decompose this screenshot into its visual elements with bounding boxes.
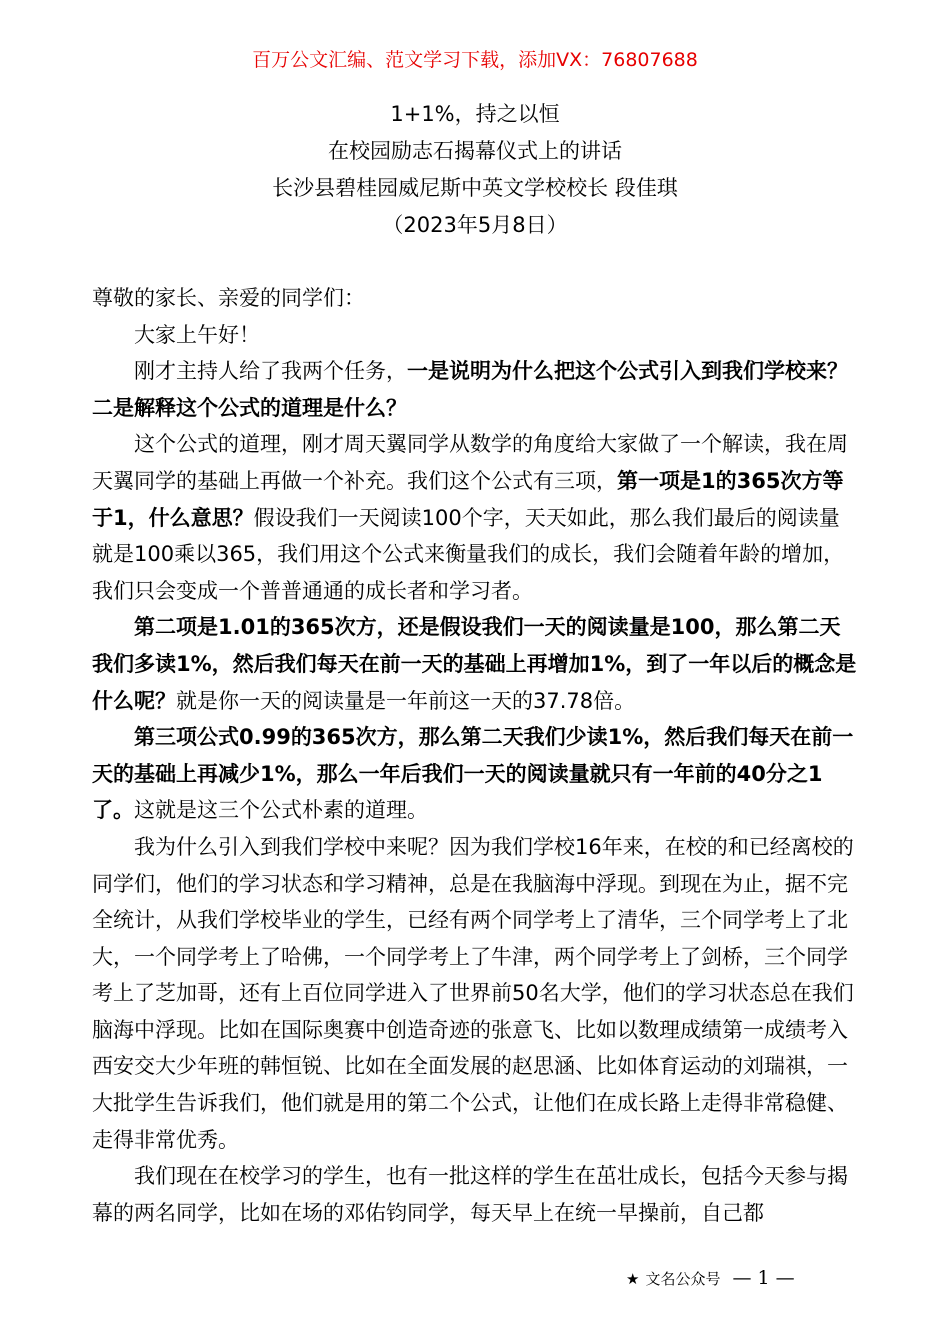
- bold-text: 第二项是1.01的365次方，还是假设我们一天的阅读量是100，那么第二天我们多读1%，然后我们每天在前一天的基础上再增加1%，到了一年以后的概念是什么呢？: [92, 615, 857, 713]
- speaker-line: 长沙县碧桂园威尼斯中英文学校校长 段佳琪: [272, 176, 678, 200]
- paragraph-text: 这就是这三个公式朴素的道理。: [134, 798, 428, 823]
- page-footer: [626, 1266, 795, 1291]
- paragraph-current-students: 我们现在在校学习的学生，也有一批这样的学生在茁壮成长，包括今天参与揭幕的两名同学，比如在场的邓佑钧同学，每天早上在统一早操前，自己都: [92, 1164, 848, 1225]
- paragraph-text: 这个公式的道理，刚才周天翼同学从数学的角度给大家做了一个解读，我在周天翼同学的基础上再做一个补充。我们这个公式有三项，: [92, 432, 848, 493]
- paragraph-text: 就是你一天的阅读量是一年前这一天的37.78倍。: [176, 688, 636, 713]
- star-icon: ★: [626, 1270, 640, 1288]
- salutation: 尊敬的家长、亲爱的同学们：: [92, 286, 365, 310]
- greeting: 大家上午好！: [134, 322, 260, 347]
- subtitle: 在校园励志石揭幕仪式上的讲话: [328, 139, 622, 163]
- paragraph-formula-intro: [92, 426, 860, 609]
- paragraph-text: 假设我们一天阅读100个字，天天如此，那么我们最后的阅读量就是100乘以365，我们用这个公式来衡量我们的成长，我们会随着年龄的增加，我们只会变成一个普普通通的成长者和学习者。: [92, 505, 845, 603]
- bold-text: 第一项是1的365次方等于1，什么意思？: [92, 468, 844, 530]
- document-title-block: [0, 96, 950, 244]
- bold-text: 一是说明为什么把这个公式引入到我们学校来？二是解释这个公式的道理是什么？: [92, 359, 848, 420]
- speech-body: [92, 280, 860, 1231]
- paragraph-text: 刚才主持人给了我两个任务，: [134, 359, 407, 384]
- bold-text: 第三项公式0.99的365次方，那么第二天我们少读1%，然后我们每天在前一天的基础上再减少1%，那么一年后我们一天的阅读量就只有一年前的40分之1了。: [92, 725, 854, 823]
- footer-source: 文名公众号: [645, 1270, 721, 1288]
- page-number: — 1 —: [732, 1267, 795, 1289]
- watermark-banner: 百万公文汇编、范文学习下载，添加VX：76807688: [252, 49, 698, 71]
- paragraph-tasks: [92, 353, 860, 426]
- paragraph-second-term: [92, 609, 860, 719]
- paragraph-third-term: [92, 719, 860, 829]
- main-title: 1+1%，持之以恒: [390, 102, 560, 126]
- date-line: （2023年5月8日）: [382, 213, 568, 237]
- paragraph-why-school: 我为什么引入到我们学校中来呢？因为我们学校16年来，在校的和已经离校的同学们，他们的学习状态和学习精神，总是在我脑海中浮现。到现在为止，据不完全统计，从我们学校毕业的学生，已经有两个同学考上了清华，三个同学考上了北大，一个同学考上了哈佛，一个同学考上了牛津，两个同学考上了剑桥，三个同学考上了芝加哥，还有上百位同学进入了世界前50名大学，他们的学习状态总在我们脑海中浮现。比如在国际奥赛中创造奇迹的张意飞、比如以数理成绩第一成绩考入西安交大少年班的韩恒锐、比如在全面发展的赵思涵、比如体育运动的刘瑞祺，一大批学生告诉我们，他们就是用的第二个公式，让他们在成长路上走得非常稳健、走得非常优秀。: [92, 834, 854, 1152]
